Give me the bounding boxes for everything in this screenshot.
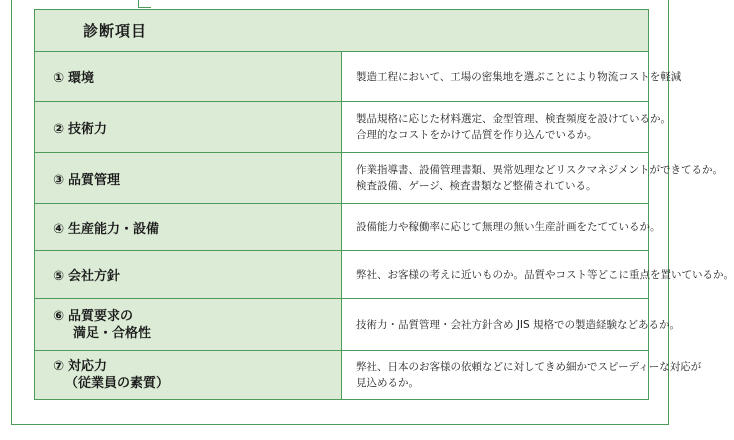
item-cell bbox=[35, 153, 342, 204]
desc-cell bbox=[342, 299, 681, 351]
item-label: 環境 bbox=[68, 71, 95, 86]
desc-line: 製品規格に応じた材料選定、金型管理、検査頻度を設けているか。 bbox=[356, 113, 671, 125]
desc-cell bbox=[342, 204, 661, 251]
item-label: 会社方針 bbox=[68, 269, 121, 284]
desc-cell bbox=[342, 251, 734, 299]
table-row bbox=[35, 351, 649, 400]
item-number: ⑦ bbox=[53, 359, 65, 374]
table-header-row bbox=[35, 10, 649, 52]
table-row bbox=[35, 102, 649, 153]
table-row bbox=[35, 299, 649, 351]
desc-line: 製造工程において、工場の密集地を選ぶことにより物流コストを軽減 bbox=[356, 70, 682, 83]
item-label-line2: 満足・合格性 bbox=[73, 325, 152, 341]
item-cell bbox=[35, 351, 342, 400]
desc-line: 弊社、お客様の考えに近いものか。品質やコスト等どこに重点を置いているか。 bbox=[356, 268, 734, 281]
desc-line: 弊社、日本のお客様の依頼などに対してきめ細かでスピーディーな対応が bbox=[356, 361, 702, 373]
item-label: 品質管理 bbox=[68, 172, 121, 188]
item-number: ⑤ bbox=[53, 269, 65, 284]
frame-notch bbox=[138, 0, 151, 8]
desc-cell bbox=[342, 52, 682, 102]
desc-cell bbox=[342, 102, 671, 153]
item-number: ② bbox=[53, 121, 65, 137]
table-title: 診断項目 bbox=[35, 10, 649, 52]
table-row bbox=[35, 251, 649, 299]
diagnosis-table bbox=[34, 9, 734, 400]
item-label: 技術力 bbox=[68, 121, 108, 137]
item-cell bbox=[35, 102, 342, 153]
table-row bbox=[35, 204, 649, 251]
item-cell bbox=[35, 52, 342, 102]
item-label: 生産能力・設備 bbox=[68, 221, 160, 237]
table-row bbox=[35, 153, 649, 204]
item-label-line2: （従業員の素質） bbox=[65, 376, 170, 391]
desc-line: 見込めるか。 bbox=[356, 377, 419, 389]
item-cell bbox=[35, 204, 342, 251]
table-row bbox=[35, 52, 649, 102]
desc-cell bbox=[342, 153, 723, 204]
item-number: ⑥ bbox=[53, 308, 65, 324]
desc-cell bbox=[342, 351, 702, 400]
desc-line: 設備能力や稼働率に応じて無理の無い生産計画をたてているか。 bbox=[356, 221, 661, 233]
desc-line: 検査設備、ゲージ、検査書類など整備されている。 bbox=[356, 180, 597, 192]
item-number: ① bbox=[53, 71, 65, 86]
item-label: 品質要求の bbox=[68, 308, 134, 324]
desc-line: 作業指導書、設備管理書類、異常処理などリスクマネジメントができてるか。 bbox=[356, 164, 723, 176]
item-number: ③ bbox=[53, 172, 65, 188]
item-cell bbox=[35, 299, 342, 351]
item-number: ④ bbox=[53, 221, 65, 237]
item-cell bbox=[35, 251, 342, 299]
desc-line: 合理的なコストをかけて品質を作り込んでいるか。 bbox=[356, 129, 598, 141]
item-label: 対応力 bbox=[68, 359, 108, 374]
desc-line: 技術力・品質管理・会社方針含め JIS 規格での製造経験などあるか。 bbox=[356, 318, 681, 331]
